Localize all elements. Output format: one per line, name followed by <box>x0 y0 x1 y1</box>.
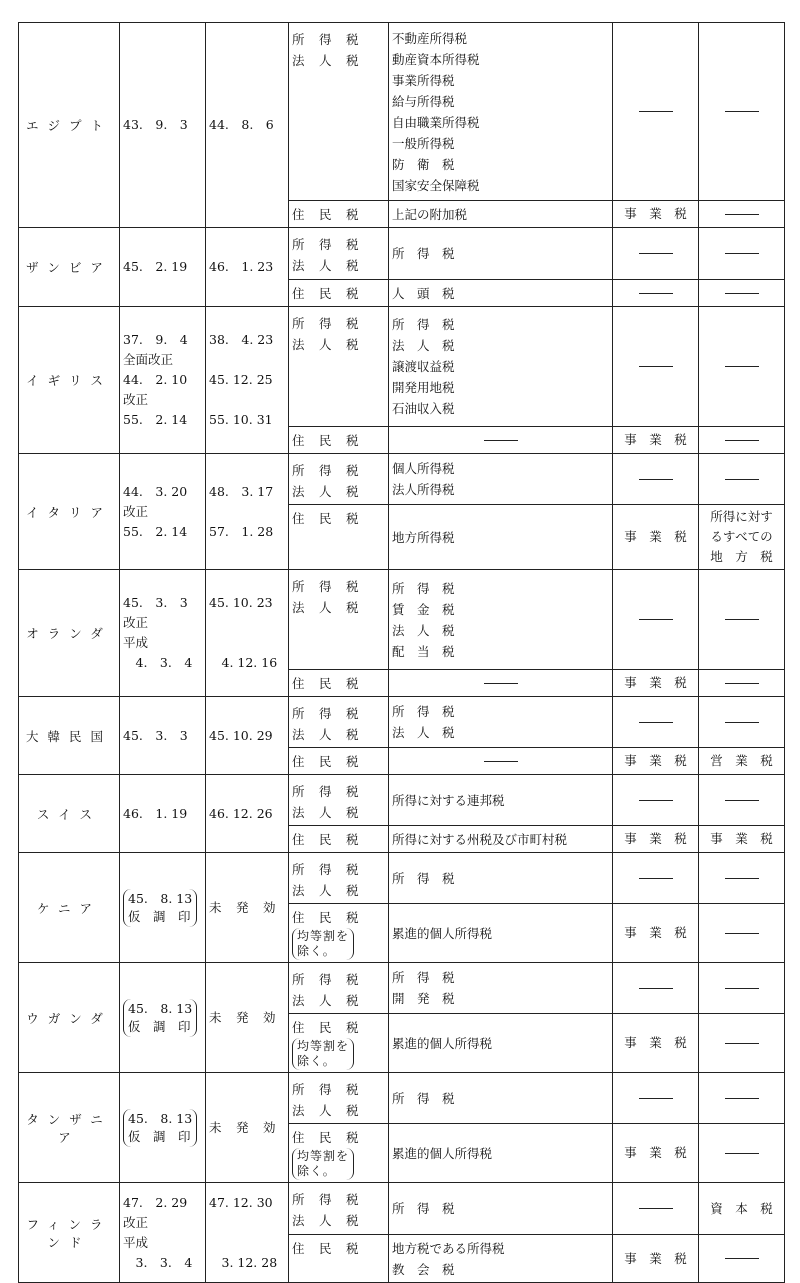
signed-date <box>120 775 206 853</box>
foreign-local-taxes <box>389 280 613 307</box>
tax-item: 防 衛 税 <box>392 156 455 172</box>
local-col6-value: 事 業 税 <box>624 206 687 221</box>
signed-date-text: 46. 1. 19 <box>123 805 188 821</box>
effective-date-text: 46. 1. 23 <box>209 259 274 274</box>
tax-item: 事業所得税 <box>392 72 455 88</box>
effective-date-text: 45. 10. 29 <box>209 727 273 743</box>
national-col6-value-dash <box>639 1098 673 1099</box>
local-col6 <box>613 427 699 454</box>
tax-item: 所得に対する連邦税 <box>392 792 505 808</box>
national-col7 <box>699 23 785 201</box>
tax-treaty-table <box>18 22 785 1283</box>
effective-date-text: 未 発 効 <box>209 899 277 915</box>
local-col6-value-dash <box>639 293 673 294</box>
national-col6-value-dash <box>639 253 673 254</box>
national-col7 <box>699 307 785 427</box>
national-col6-value-dash <box>639 366 673 367</box>
table-row <box>19 307 785 427</box>
foreign-national-taxes <box>389 775 613 826</box>
national-col7-value-dash <box>725 366 759 367</box>
country-name: イギリス <box>19 307 120 454</box>
effective-date <box>206 963 289 1073</box>
table-row <box>19 697 785 748</box>
local-col7 <box>699 280 785 307</box>
local-tax-category <box>289 280 389 307</box>
dash <box>484 683 518 684</box>
effective-date <box>206 570 289 697</box>
local-tax-label: 住 民 税 <box>292 207 360 222</box>
table-row <box>19 853 785 904</box>
national-col7-value-dash <box>725 800 759 801</box>
foreign-national-taxes <box>389 23 613 201</box>
tax-item: 個人所得税 <box>392 461 455 476</box>
local-col7-value-dash <box>725 1258 759 1259</box>
national-tax-category: 所 得 税 法 人 税 <box>289 775 389 826</box>
tax-item: 法 人 税 <box>392 725 455 740</box>
local-col6-value: 事 業 税 <box>624 831 687 846</box>
effective-date <box>206 1183 289 1283</box>
national-col6-value-dash <box>639 619 673 620</box>
local-tax-category <box>289 505 389 570</box>
national-col6-value-dash <box>639 1208 673 1209</box>
local-col7 <box>699 201 785 228</box>
local-tax-category <box>289 826 389 853</box>
effective-date <box>206 775 289 853</box>
local-col7-value: 所得に対す るすべての 地 方 税 <box>710 509 773 564</box>
national-col6-value-dash <box>639 111 673 112</box>
country-name: 大韓民国 <box>19 697 120 775</box>
tax-item <box>392 440 609 441</box>
dash <box>484 440 518 441</box>
local-col7-value-dash <box>725 440 759 441</box>
local-col6 <box>613 505 699 570</box>
local-col6 <box>613 1124 699 1183</box>
tax-item: 譲渡収益税 <box>392 359 455 374</box>
tax-item: 所 得 税 <box>392 870 455 886</box>
tax-item: 所 得 税 <box>392 246 455 261</box>
national-tax-category: 所 得 税 法 人 税 <box>289 454 389 505</box>
national-tax-category: 所 得 税 法 人 税 <box>289 853 389 904</box>
country-name: オランダ <box>19 570 120 697</box>
national-col6 <box>613 775 699 826</box>
signed-date <box>120 228 206 307</box>
national-col7 <box>699 1183 785 1235</box>
tax-item: 一般所得税 <box>392 135 455 151</box>
table-row <box>19 775 785 826</box>
national-col6 <box>613 23 699 201</box>
tax-item: 石油収入税 <box>392 401 455 416</box>
foreign-national-taxes <box>389 853 613 904</box>
tax-item: 配 当 税 <box>392 643 455 659</box>
national-col6-value-dash <box>639 479 673 480</box>
foreign-national-taxes <box>389 570 613 670</box>
tax-item <box>392 761 609 762</box>
local-col7-value: 事 業 税 <box>710 831 773 846</box>
effective-date <box>206 1073 289 1183</box>
local-col6-value: 事 業 税 <box>624 675 687 690</box>
local-col7 <box>699 826 785 853</box>
local-col6-value: 事 業 税 <box>624 432 687 447</box>
local-tax-category <box>289 670 389 697</box>
local-col7 <box>699 1014 785 1073</box>
local-col7-value-dash <box>725 214 759 215</box>
provisional-signing: 45. 8. 13 仮 調 印 <box>123 1109 197 1147</box>
tax-item: 累進的個人所得税 <box>392 1036 493 1051</box>
signed-date <box>120 963 206 1073</box>
country-name: イタリア <box>19 454 120 570</box>
signed-date-text: 45. 3. 3 <box>123 727 188 743</box>
tax-item: 法人所得税 <box>392 482 455 497</box>
national-col6 <box>613 1183 699 1235</box>
national-col7-value-dash <box>725 722 759 723</box>
foreign-national-taxes <box>389 1183 613 1235</box>
foreign-local-taxes <box>389 505 613 570</box>
tax-item: 教 会 税 <box>392 1262 455 1277</box>
national-col6-value-dash <box>639 800 673 801</box>
local-col6-value: 事 業 税 <box>624 1035 687 1050</box>
local-col7 <box>699 748 785 775</box>
local-col6 <box>613 201 699 228</box>
local-tax-label: 住 民 税 <box>292 511 360 526</box>
national-col7-value-dash <box>725 479 759 480</box>
tax-item: 累進的個人所得税 <box>392 1146 493 1161</box>
effective-date <box>206 853 289 963</box>
national-tax-category: 所 得 税 法 人 税 <box>289 307 389 427</box>
country-name: ザンビア <box>19 228 120 307</box>
national-tax-category: 所 得 税 法 人 税 <box>289 1073 389 1124</box>
local-tax-category <box>289 904 389 963</box>
national-col6-value-dash <box>639 878 673 879</box>
local-col7-value-dash <box>725 683 759 684</box>
table-row <box>19 1183 785 1235</box>
national-col7-value: 資 本 税 <box>710 1200 773 1216</box>
effective-date-text: 48. 3. 17 57. 1. 28 <box>209 483 274 539</box>
signed-date-text: 44. 3. 20 改正 55. 2. 14 <box>123 483 188 539</box>
national-col7 <box>699 853 785 904</box>
foreign-local-taxes <box>389 1014 613 1073</box>
national-col6 <box>613 454 699 505</box>
tax-item: 上記の附加税 <box>392 207 468 222</box>
national-col6-value-dash <box>639 722 673 723</box>
foreign-local-taxes <box>389 670 613 697</box>
local-col6 <box>613 904 699 963</box>
local-col7 <box>699 904 785 963</box>
tax-item: 地方税である所得税 <box>392 1241 505 1256</box>
local-tax-note-text: 均等割を 除く。 <box>292 928 354 960</box>
local-tax-category <box>289 1014 389 1073</box>
national-col7 <box>699 1073 785 1124</box>
country-name: スイス <box>19 775 120 853</box>
country-name: ケニア <box>19 853 120 963</box>
tax-item: 所 得 税 <box>392 970 455 985</box>
tax-item: 国家安全保障税 <box>392 177 480 193</box>
local-col7 <box>699 1124 785 1183</box>
effective-date <box>206 307 289 454</box>
national-col7-value-dash <box>725 1098 759 1099</box>
local-col6-value: 事 業 税 <box>624 1250 687 1266</box>
effective-date <box>206 23 289 228</box>
table-row <box>19 1073 785 1124</box>
foreign-local-taxes <box>389 1235 613 1283</box>
national-tax-category: 所 得 税 法 人 税 <box>289 23 389 201</box>
foreign-local-taxes <box>389 826 613 853</box>
local-col6-value: 事 業 税 <box>624 925 687 940</box>
local-tax-note-text: 均等割を 除く。 <box>292 1148 354 1180</box>
provisional-signing: 45. 8. 13 仮 調 印 <box>123 999 197 1037</box>
country-name: フィンランド <box>19 1183 120 1283</box>
effective-date <box>206 454 289 570</box>
national-col7 <box>699 963 785 1014</box>
national-col6 <box>613 697 699 748</box>
effective-date-text: 46. 12. 26 <box>209 805 273 821</box>
tax-item: 所 得 税 <box>392 317 455 332</box>
signed-date-text: 37. 9. 4 全面改正 44. 2. 10 改正 55. 2. 14 <box>123 332 188 427</box>
national-col7 <box>699 775 785 826</box>
table-row <box>19 228 785 280</box>
signed-date-text: 45. 3. 3 改正 平成 4. 3. 4 <box>123 595 193 670</box>
foreign-local-taxes <box>389 904 613 963</box>
local-tax-note-text: 均等割を 除く。 <box>292 1038 354 1070</box>
local-col6 <box>613 1014 699 1073</box>
table-body <box>19 23 785 1283</box>
local-col7 <box>699 427 785 454</box>
table-row <box>19 963 785 1014</box>
local-col6-value: 事 業 税 <box>624 529 687 544</box>
foreign-local-taxes <box>389 201 613 228</box>
tax-item <box>392 683 609 684</box>
national-tax-category: 所 得 税 法 人 税 <box>289 963 389 1014</box>
signed-date <box>120 570 206 697</box>
national-tax-category: 所 得 税 法 人 税 <box>289 697 389 748</box>
local-tax-label: 住 民 税 <box>292 433 360 448</box>
effective-date <box>206 228 289 307</box>
local-col7 <box>699 505 785 570</box>
signed-date <box>120 23 206 228</box>
national-tax-category: 所 得 税 法 人 税 <box>289 228 389 280</box>
tax-item: 人 頭 税 <box>392 286 455 301</box>
signed-date <box>120 697 206 775</box>
local-col6 <box>613 670 699 697</box>
local-col6 <box>613 280 699 307</box>
national-col6 <box>613 228 699 280</box>
national-col7-value-dash <box>725 878 759 879</box>
local-tax-note <box>292 1038 385 1070</box>
national-col6 <box>613 963 699 1014</box>
national-tax-category: 所 得 税 法 人 税 <box>289 1183 389 1235</box>
local-col6-value: 事 業 税 <box>624 1145 687 1160</box>
local-col6 <box>613 1235 699 1283</box>
foreign-national-taxes <box>389 307 613 427</box>
signed-date-text: 43. 9. 3 <box>123 117 188 132</box>
local-tax-label: 住 民 税 <box>292 910 360 925</box>
tax-item: 法 人 税 <box>392 338 455 353</box>
tax-item: 所 得 税 <box>392 1201 455 1216</box>
signed-date <box>120 1073 206 1183</box>
effective-date-text: 未 発 効 <box>209 1009 277 1025</box>
local-col7-value-dash <box>725 1043 759 1044</box>
local-tax-label: 住 民 税 <box>292 1241 360 1256</box>
national-col6-value-dash <box>639 988 673 989</box>
national-col7 <box>699 228 785 280</box>
local-tax-label: 住 民 税 <box>292 754 360 769</box>
tax-item: 所 得 税 <box>392 580 455 596</box>
local-tax-label: 住 民 税 <box>292 286 360 301</box>
local-tax-note <box>292 928 385 960</box>
tax-item: 所 得 税 <box>392 1090 455 1106</box>
foreign-national-taxes <box>389 1073 613 1124</box>
signed-date <box>120 307 206 454</box>
national-col6 <box>613 1073 699 1124</box>
local-col7-value: 営 業 税 <box>710 753 773 768</box>
signed-date-text: 45. 2. 19 <box>123 259 188 274</box>
national-tax-category: 所 得 税 法 人 税 <box>289 570 389 670</box>
national-col7 <box>699 697 785 748</box>
country-name: タンザニア <box>19 1073 120 1183</box>
table-row <box>19 454 785 505</box>
tax-item: 賃 金 税 <box>392 601 455 617</box>
tax-item: 法 人 税 <box>392 622 455 638</box>
effective-date-text: 未 発 効 <box>209 1119 277 1135</box>
local-tax-label: 住 民 税 <box>292 832 360 847</box>
foreign-national-taxes <box>389 963 613 1014</box>
effective-date-text: 45. 10. 23 4. 12. 16 <box>209 595 278 670</box>
tax-item: 給与所得税 <box>392 93 455 109</box>
signed-date <box>120 853 206 963</box>
tax-item: 累進的個人所得税 <box>392 926 493 941</box>
country-name: ウガンダ <box>19 963 120 1073</box>
national-col7-value-dash <box>725 253 759 254</box>
local-col7-value-dash <box>725 1153 759 1154</box>
tax-item: 開発用地税 <box>392 380 455 395</box>
tax-item: 地方所得税 <box>392 530 455 545</box>
local-col7 <box>699 1235 785 1283</box>
national-col6 <box>613 853 699 904</box>
tax-item: 所得に対する州税及び市町村税 <box>392 832 568 847</box>
local-tax-category <box>289 748 389 775</box>
effective-date-text: 44. 8. 6 <box>209 117 274 132</box>
national-col6 <box>613 307 699 427</box>
local-tax-category <box>289 427 389 454</box>
local-tax-category <box>289 1235 389 1283</box>
tax-item: 所 得 税 <box>392 704 455 719</box>
foreign-local-taxes <box>389 748 613 775</box>
tax-item: 自由職業所得税 <box>392 114 480 130</box>
signed-date <box>120 1183 206 1283</box>
dash <box>484 761 518 762</box>
effective-date-text: 38. 4. 23 45. 12. 25 55. 10. 31 <box>209 332 274 427</box>
local-col7-value-dash <box>725 293 759 294</box>
local-col6 <box>613 826 699 853</box>
tax-item: 開 発 税 <box>392 991 455 1006</box>
national-col7-value-dash <box>725 988 759 989</box>
local-col6 <box>613 748 699 775</box>
national-col6 <box>613 570 699 670</box>
provisional-signing: 45. 8. 13 仮 調 印 <box>123 889 197 927</box>
foreign-national-taxes <box>389 697 613 748</box>
effective-date-text: 47. 12. 30 3. 12. 28 <box>209 1194 278 1270</box>
local-col6-value: 事 業 税 <box>624 753 687 768</box>
local-tax-label: 住 民 税 <box>292 1130 360 1145</box>
tax-item: 不動産所得税 <box>392 30 468 46</box>
tax-item: 動産資本所得税 <box>392 51 480 67</box>
signed-date-text: 47. 2. 29 改正 平成 3. 3. 4 <box>123 1194 193 1270</box>
foreign-local-taxes <box>389 1124 613 1183</box>
local-tax-category <box>289 201 389 228</box>
signed-date <box>120 454 206 570</box>
national-col7 <box>699 454 785 505</box>
local-tax-note <box>292 1148 385 1180</box>
foreign-local-taxes <box>389 427 613 454</box>
local-tax-category <box>289 1124 389 1183</box>
country-name: エジプト <box>19 23 120 228</box>
local-tax-label: 住 民 税 <box>292 676 360 691</box>
effective-date <box>206 697 289 775</box>
table-row <box>19 23 785 201</box>
local-col7 <box>699 670 785 697</box>
table-row <box>19 570 785 670</box>
foreign-national-taxes <box>389 228 613 280</box>
national-col7 <box>699 570 785 670</box>
national-col7-value-dash <box>725 619 759 620</box>
foreign-national-taxes <box>389 454 613 505</box>
national-col7-value-dash <box>725 111 759 112</box>
local-tax-label: 住 民 税 <box>292 1020 360 1035</box>
local-col7-value-dash <box>725 933 759 934</box>
